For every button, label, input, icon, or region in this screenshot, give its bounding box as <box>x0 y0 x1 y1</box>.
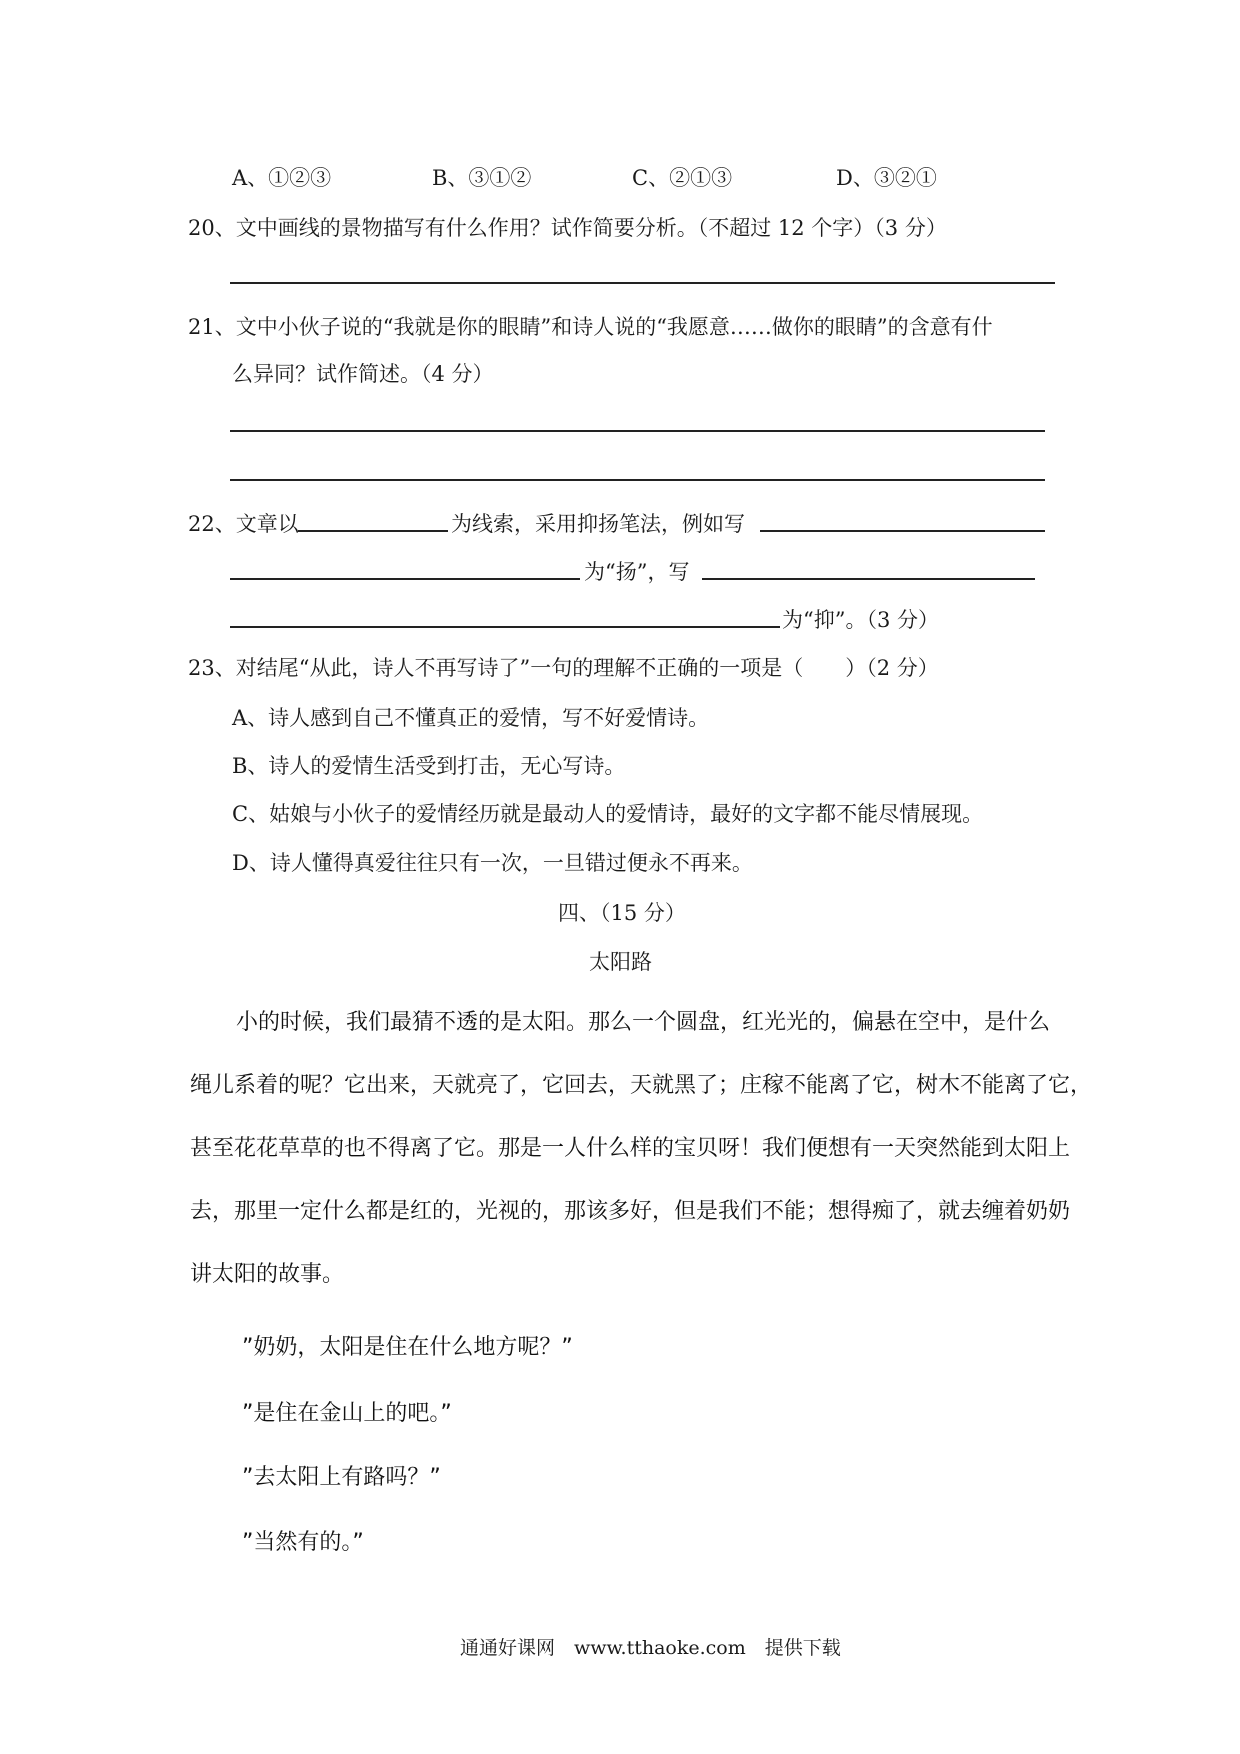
q23-option-d: D、诗人懂得真爱往往只有一次，一旦错过便永不再来。 <box>232 851 753 875</box>
blank-22-example-a[interactable] <box>760 530 1045 532</box>
question-22-part1: 22、文章以 <box>188 512 299 536</box>
blank-22-example-b[interactable] <box>230 578 580 580</box>
blank-22-example-c[interactable] <box>702 578 1035 580</box>
question-23-stem: 23、对结尾“从此，诗人不再写诗了”一句的理解不正确的一项是（ ）（2 分） <box>188 656 939 680</box>
answer-line-21a[interactable] <box>230 430 1045 432</box>
passage-line: 甚至花花草草的也不得离了它。那是一人什么样的宝贝呀！我们便想有一天突然能到太阳上 <box>190 1136 1071 1161</box>
question-20: 20、文中画线的景物描写有什么作用？试作简要分析。（不超过 12 个字）（3 分） <box>188 216 947 240</box>
passage-title: 太阳路 <box>589 950 652 974</box>
q23-option-a: A、诗人感到自己不懂真正的爱情，写不好爱情诗。 <box>232 706 710 730</box>
question-21-line2: 么异同？试作简述。（4 分） <box>232 362 494 386</box>
answer-line-21b[interactable] <box>230 479 1045 481</box>
passage-line: 去，那里一定什么都是红的，光视的，那该多好，但是我们不能；想得痴了，就去缠着奶奶 <box>190 1199 1071 1224</box>
dialogue-line: ”当然有的。” <box>242 1530 364 1555</box>
passage-line: 绳儿系着的呢？它出来，天就亮了，它回去，天就黑了；庄稼不能离了它，树木不能离了它， <box>190 1073 1093 1098</box>
passage-line: 讲太阳的故事。 <box>190 1262 345 1287</box>
section-heading: 四、（15 分） <box>558 901 686 925</box>
question-22-part2: 为线索，采用抑扬笔法，例如写 <box>451 512 745 536</box>
q23-option-c: C、姑娘与小伙子的爱情经历就是最动人的爱情诗，最好的文字都不能尽情展现。 <box>232 802 984 826</box>
blank-22-clue[interactable] <box>298 530 448 532</box>
q19-option-b: B、③①② <box>432 166 532 190</box>
page-footer: 通通好课网 www.tthaoke.com 提供下载 <box>460 1637 841 1659</box>
q19-option-d: D、③②① <box>836 166 937 190</box>
answer-line-20[interactable] <box>230 282 1055 284</box>
q19-option-a: A、①②③ <box>232 166 332 190</box>
passage-line: 小的时候，我们最猜不透的是太阳。那么一个圆盘，红光光的，偏悬在空中，是什么 <box>236 1010 1051 1035</box>
question-22-part3: 为“扬”，写 <box>584 560 690 584</box>
q19-option-c: C、②①③ <box>632 166 733 190</box>
q23-option-b: B、诗人的爱情生活受到打击，无心写诗。 <box>232 754 626 778</box>
question-22-part4: 为“抑”。（3 分） <box>782 608 940 632</box>
dialogue-line: ”是住在金山上的吧。” <box>242 1401 452 1426</box>
dialogue-line: ”奶奶，太阳是住在什么地方呢？” <box>242 1335 573 1360</box>
dialogue-line: ”去太阳上有路吗？” <box>242 1465 441 1490</box>
question-21-line1: 21、文中小伙子说的“我就是你的眼睛”和诗人说的“我愿意……做你的眼睛”的含意有什 <box>188 315 993 339</box>
blank-22-example-d[interactable] <box>230 626 780 628</box>
